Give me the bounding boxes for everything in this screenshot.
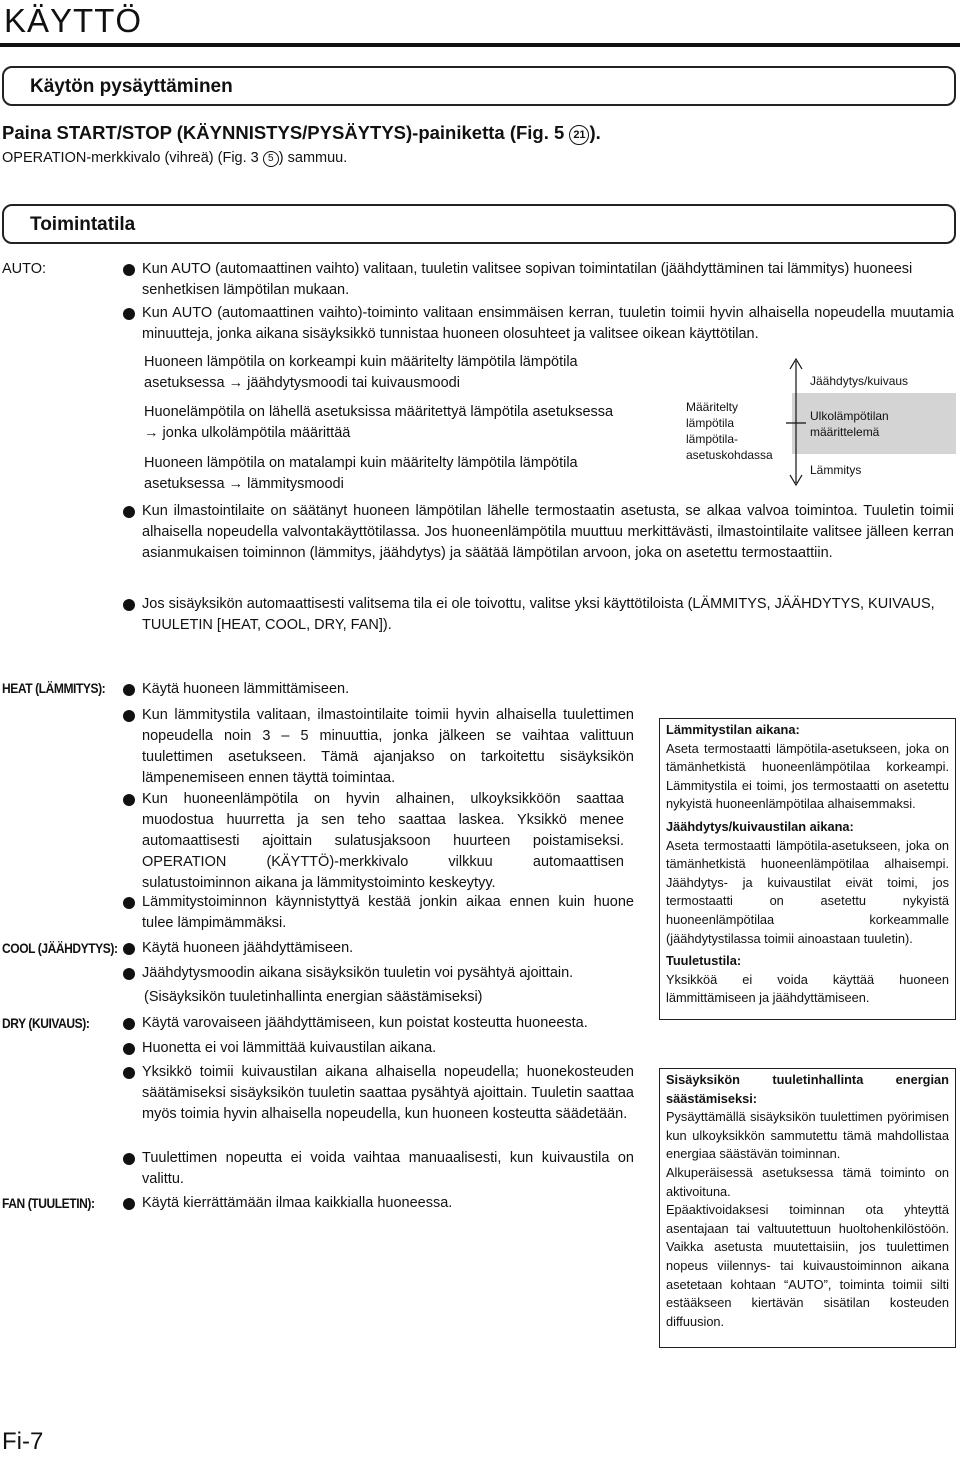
- auto-condition-3: Huoneen lämpötila on matalampi kuin määritelty lämpötila lämpötila asetuksessa → lämmitysmoodi: [144, 455, 578, 492]
- callout-number: 21: [569, 125, 589, 145]
- cool-note: (Sisäyksikön tuuletinhallinta energian säästämiseksi): [144, 989, 483, 1005]
- bullet-dot-icon: [123, 506, 135, 518]
- bullet-dot-icon: [123, 308, 135, 320]
- auto-condition-1: Huoneen lämpötila on korkeampi kuin määritelty lämpötila lämpötila asetuksessa → jäähdytysmoodi tai kuivausmoodi: [144, 354, 578, 391]
- diagram-bottom-label: Lämmitys: [810, 463, 862, 477]
- info-box-text: Alkuperäisessä asetuksessa tämä toiminto on aktivoituna.: [666, 1164, 949, 1199]
- bullet-dot-icon: [123, 264, 135, 276]
- info-box-heading: Tuuletustila:: [666, 953, 742, 969]
- bullet-dot-icon: [123, 1018, 135, 1030]
- heat-bullet-4: Lämmitystoiminnon käynnistyttyä kestää jonkin aikaa ennen kuin huone tulee lämpimämmäksi.: [142, 892, 634, 934]
- bullet-dot-icon: [123, 943, 135, 955]
- section-heading-stop-label: Käytön pysäyttäminen: [30, 76, 233, 97]
- bullet-dot-icon: [123, 897, 135, 909]
- bullet-dot-icon: [123, 684, 135, 696]
- diagram-middle-label: Ulkolämpötilan määrittelemä: [810, 409, 889, 439]
- callout-number: 5: [263, 151, 279, 167]
- bullet-dot-icon: [123, 710, 135, 722]
- heat-label: HEAT (LÄMMITYS):: [2, 680, 106, 696]
- dry-label: DRY (KUIVAUS):: [2, 1015, 90, 1031]
- section-heading-mode: [2, 204, 956, 244]
- bullet-dot-icon: [123, 794, 135, 806]
- info-box-heading: Jäähdytys/kuivaustilan aikana:: [666, 818, 854, 834]
- diagram-top-label: Jäähdytys/kuivaus: [810, 374, 909, 388]
- bullet-dot-icon: [123, 599, 135, 611]
- bullet-dot-icon: [123, 1153, 135, 1165]
- auto-condition-2: Huonelämpötila on lähellä asetuksissa määritettyä lämpötila asetuksessa → jonka ulkolämpötila määrittää: [144, 404, 614, 441]
- bullet-dot-icon: [123, 1198, 135, 1210]
- heat-bullet-2: Kun lämmitystila valitaan, ilmastointilaite toimii hyvin alhaisella tuulettimen nopeudella noin 3 – 5 minuuttia, jonka jälkeen se vaihtaa valittuun tuulettimen asetukseen. Tämä ajanjakso on tarkoitettu sisäyksikön lämpenemiseen ennen täyttä toimintaa.: [142, 705, 634, 789]
- page-title: KÄYTTÖ: [4, 2, 143, 39]
- dry-bullet-3: Yksikkö toimii kuivaustilan aikana alhaisella nopeudella; huonekosteuden säätämiseksi sisäyksikön tuuletin saattaa pysähtyä ajoittain. Tuuletin saattaa myös toimia hyvin alhaisella nopeudella, kun huoneen kosteutta säädetään.: [142, 1062, 634, 1125]
- info-box-text: Aseta termostaatti lämpötila-asetukseen, joka on tämänhetkistä huoneenlämpötilaa korkeampi. Lämmitystila ei toimi, jos termostaatti on asetettu nykyistä huoneenlämpötilaa alhaisemmaksi.: [666, 740, 949, 812]
- cool-bullet-2: Jäähdytysmoodin aikana sisäyksikön tuuletin voi pysähtyä ajoittain.: [142, 963, 637, 984]
- info-box-thermostat: [659, 718, 956, 1020]
- cool-label: COOL (JÄÄHDYTYS):: [2, 940, 118, 956]
- heat-bullet-3: Kun huoneenlämpötila on hyvin alhainen, ulkoyksikköön saattaa muodostua huurretta ja sen teho saattaa laskea. Yksikkö menee automaattisesti ajoittain sulatusjaksoon huurteen poistamiseksi. OPERATION (KÄYTTÖ)-merkkivalo vilkkuu automaattisen sulatustoiminnon aikana ja lämmitystoiminto keskeytyy.: [142, 789, 624, 894]
- bullet-dot-icon: [123, 1043, 135, 1055]
- dry-bullet-4: Tuulettimen nopeutta ei voida vaihtaa manuaalisesti, kun kuivaustila on valittu.: [142, 1148, 634, 1190]
- auto-bullet-4: Jos sisäyksikön automaattisesti valitsema tila ei ole toivottu, valitse yksi käyttötiloista (LÄMMITYS, JÄÄHDYTYS, KUIVAUS, TUULETIN [HEAT, COOL, DRY, FAN]).: [142, 594, 954, 636]
- dry-bullet-1: Käytä varovaiseen jäähdyttämiseen, kun poistat kosteutta huoneesta.: [142, 1013, 637, 1034]
- heat-bullet-1: Käytä huoneen lämmittämiseen.: [142, 679, 637, 700]
- info-box-fan-control: [659, 1068, 956, 1348]
- bullet-dot-icon: [123, 1067, 135, 1079]
- auto-bullet-2: Kun AUTO (automaattinen vaihto)-toiminto valitaan ensimmäisen kerran, tuuletin toimii hyvin alhaisella nopeudella muutamia minuutteja, jonka aikana sisäyksikkö tunnistaa huoneen olosuhteet ja valitsee oikean käyttötilan.: [142, 303, 954, 345]
- info-box-text: Epäaktivoidaksesi toiminnan ota yhteyttä asentajaan tai valtuutettuun huoltohenkilöstöön. Vaikka asetusta muutettaisiin, jos tuulettimen nopeus viilennys- tai kuivaustoiminnon aikana asetetaan kohtaan “AUTO”, toiminta toimii silti estääkseen kiertävän sisätilan kosteuden diffuusion.: [666, 1202, 949, 1329]
- info-box-text: Pysäyttämällä sisäyksikön tuulettimen pyörimisen kun ulkoyksikkön sammutettu tämä mahdollistaa energiaa säästävän toiminnan.: [666, 1109, 949, 1162]
- dry-bullet-2: Huonetta ei voi lämmittää kuivaustilan aikana.: [142, 1038, 637, 1059]
- diagram-setpoint-label: Määritelty lämpötila lämpötila-asetuskohdassa: [686, 400, 773, 462]
- info-box-text: Yksikköä ei voida käyttää huoneen lämmittämiseen ja jäähdyttämiseen.: [666, 971, 949, 1006]
- section-heading-mode-label: Toimintatila: [30, 214, 136, 235]
- section-heading-stop: [2, 66, 956, 106]
- info-box-text: Aseta termostaatti lämpötila-asetukseen, joka on tämänhetkistä huoneenlämpötilaa alhaisempi. Jäähdytys- ja kuivaustilat eivät toimi, jos termostaatti on asetettu nykyistä huoneenlämpötilaa korkeammalle (jäähdytystilassa toimii ainoastaan tuuletin).: [666, 837, 949, 946]
- bullet-dot-icon: [123, 968, 135, 980]
- auto-bullet-3: Kun ilmastointilaite on säätänyt huoneen lämpötilan lähelle termostaatin asetusta, se alkaa valvoa toimintoa. Tuuletin toimii alhaisella nopeudella valvontakäyttötilassa. Jos huoneenlämpötila muuttuu merkittävästi, ilmastointilaite valitsee jälleen kerran asianmukaisen toiminnon (lämmitys, jäähdytys) ja säätää lämpötilan arvoon, joka on asetettu termostaattiin.: [142, 501, 954, 564]
- fan-label: FAN (TUULETIN):: [2, 1195, 95, 1211]
- cool-bullet-1: Käytä huoneen jäähdyttämiseen.: [142, 938, 637, 959]
- auto-bullet-1: Kun AUTO (automaattinen vaihto) valitaan, tuuletin valitsee sopivan toimintatilan (jäähdyttäminen tai lämmitys) huoneesi senhetkisen lämpötilan mukaan.: [142, 259, 954, 301]
- fan-bullet-1: Käytä kierrättämään ilmaa kaikkialla huoneessa.: [142, 1193, 637, 1214]
- auto-label: AUTO:: [2, 261, 47, 277]
- stop-instruction: Paina START/STOP (KÄYNNISTYS/PYSÄYTYS)-painiketta (Fig. 5 21 ).: [2, 122, 601, 143]
- stop-note: OPERATION-merkkivalo (vihreä) (Fig. 3 5 ) sammuu.: [2, 150, 348, 166]
- title-rule: [0, 43, 960, 47]
- info-box-heading: Lämmitystilan aikana:: [666, 722, 800, 737]
- info-box-heading: Sisäyksikön tuuletinhallinta energian säästämiseksi:: [666, 1072, 949, 1106]
- page-number: Fi-7: [2, 1428, 44, 1455]
